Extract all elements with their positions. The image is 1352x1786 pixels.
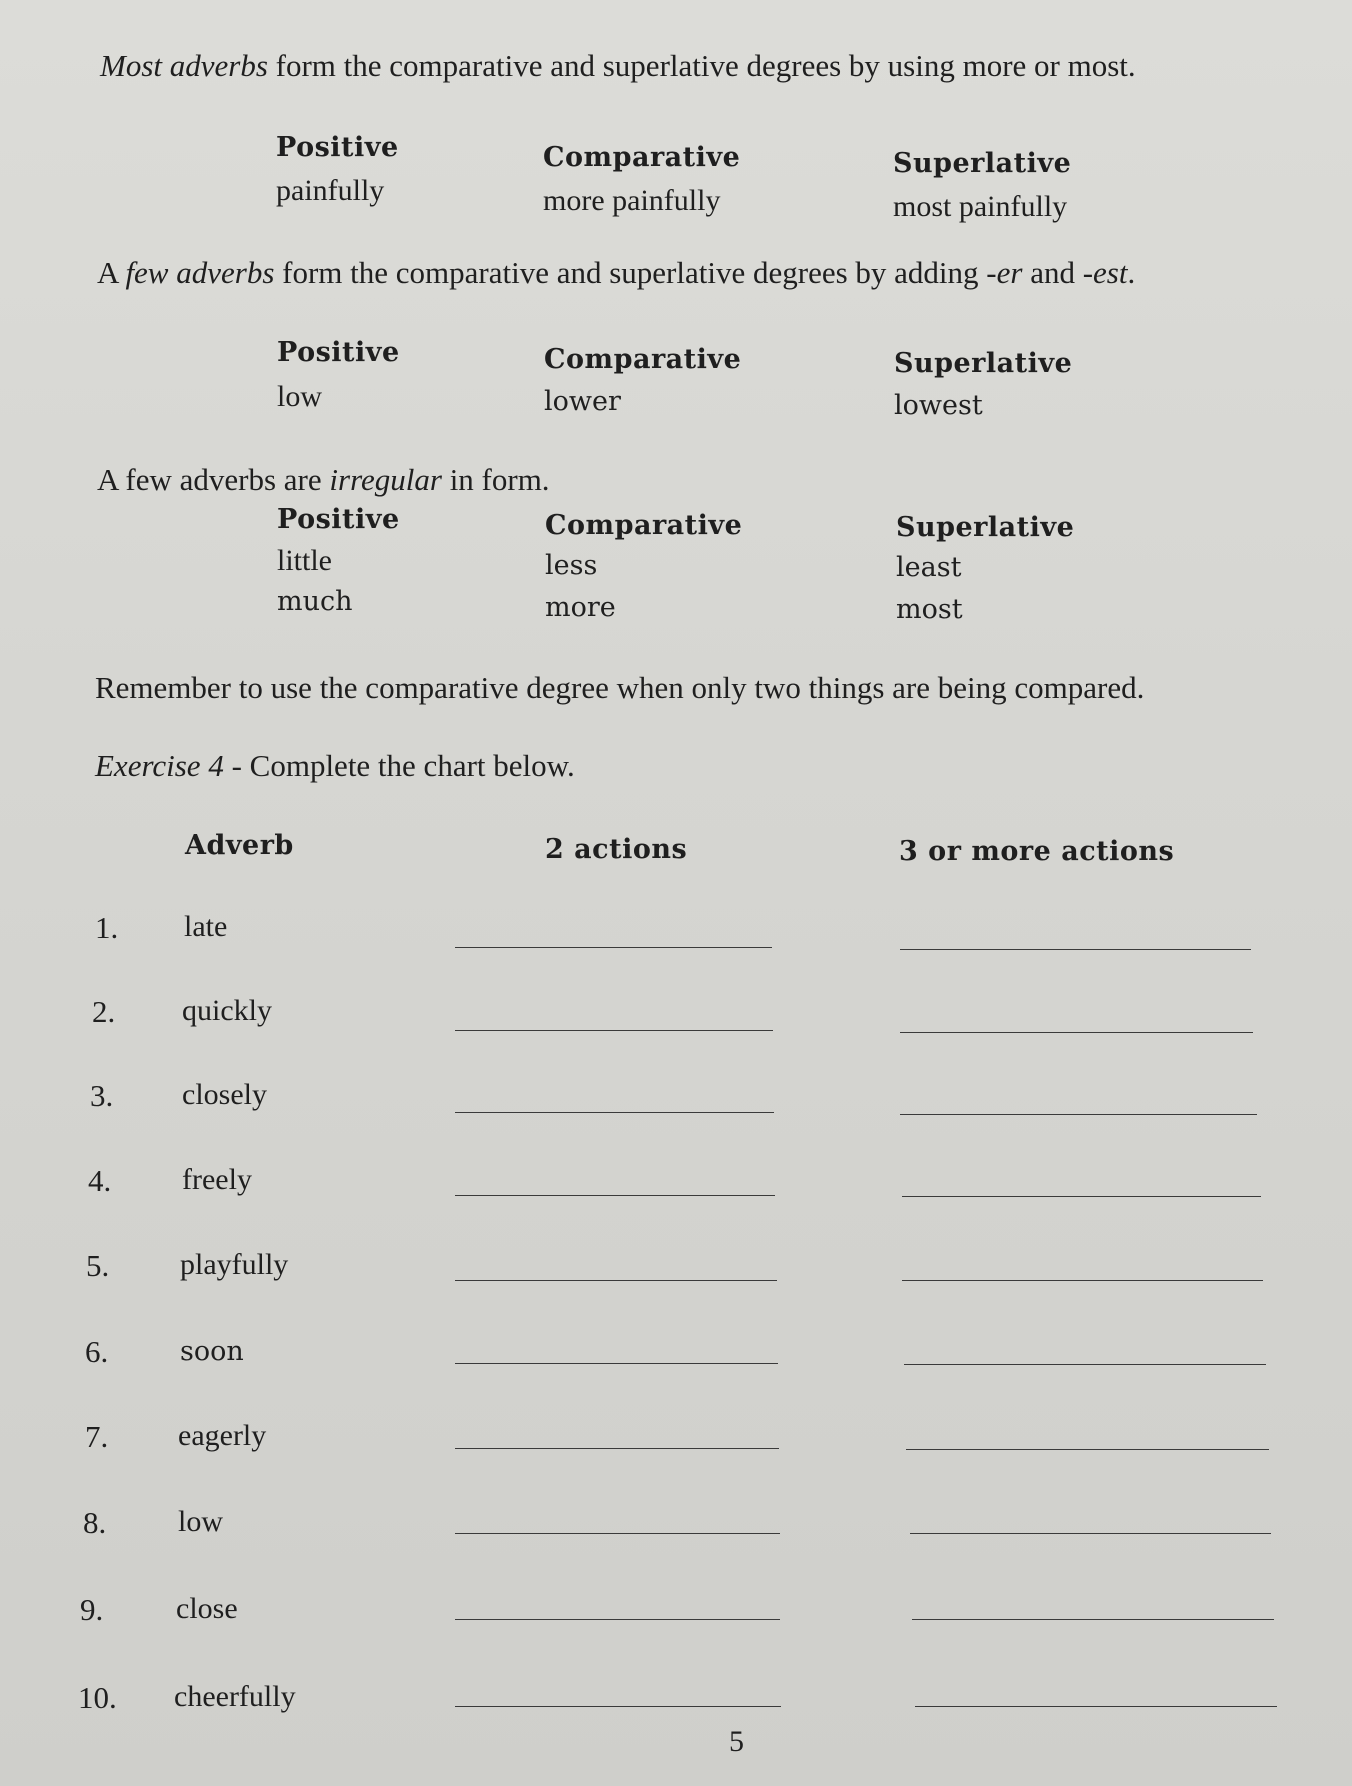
item-number: 6. [85,1334,109,1369]
col-adverb-header: Adverb [185,830,294,861]
header-superlative-3: Superlative [896,512,1075,543]
item-number: 3. [90,1078,114,1113]
answer-blank-comparative[interactable] [455,1448,779,1449]
item-adverb: eagerly [178,1419,267,1452]
item-adverb: quickly [182,994,272,1027]
answer-blank-comparative[interactable] [455,1030,773,1031]
header-comparative-2: Comparative [544,344,742,375]
reminder-text: Remember to use the comparative degree when only two things are being compared. [95,670,1145,705]
exercise-instruction: - Complete the chart below. [223,748,575,783]
answer-blank-comparative[interactable] [455,1706,781,1707]
t2-superlative: lowest [894,390,983,421]
answer-blank-comparative[interactable] [455,1533,780,1534]
answer-blank-comparative[interactable] [455,1619,780,1620]
item-adverb: closely [182,1078,267,1111]
t3-row1-positive: little [277,544,332,577]
header-superlative: Superlative [893,148,1072,179]
intro-lead: Most adverbs [100,48,268,83]
intro-er-lead: few adverbs [125,255,275,290]
page-number: 5 [729,1725,744,1758]
exercise-label: Exercise 4 [95,748,224,783]
answer-blank-superlative[interactable] [900,949,1251,950]
item-number: 2. [92,994,116,1029]
intro-rest: form the comparative and superlative degrees by using more or most. [267,48,1136,83]
answer-blank-superlative[interactable] [900,1032,1253,1033]
answer-blank-comparative[interactable] [455,947,772,948]
header-comparative: Comparative [543,142,741,173]
answer-blank-comparative[interactable] [455,1363,778,1364]
answer-blank-comparative[interactable] [455,1112,774,1113]
header-comparative-3: Comparative [545,510,743,541]
col-three-actions-header: 3 or more actions [899,836,1175,867]
t3-row1-comparative: less [545,550,598,581]
item-number: 10. [78,1680,117,1715]
answer-blank-comparative[interactable] [455,1280,777,1281]
header-positive: Positive [276,132,399,163]
t2-positive: low [277,380,322,413]
item-number: 4. [88,1163,112,1198]
answer-blank-superlative[interactable] [902,1196,1261,1197]
header-positive-3: Positive [277,504,400,535]
t3-row2-positive: much [277,586,353,617]
t3-row1-superlative: least [896,552,962,583]
item-number: 7. [85,1419,109,1454]
answer-blank-superlative[interactable] [915,1706,1277,1707]
header-superlative-2: Superlative [894,348,1073,379]
item-adverb: soon [180,1336,244,1367]
item-adverb: late [184,910,228,943]
t3-row2-superlative: most [896,594,963,625]
item-adverb: close [176,1592,238,1625]
t3-row2-comparative: more [545,592,616,623]
answer-blank-comparative[interactable] [455,1195,775,1196]
answer-blank-superlative[interactable] [906,1449,1269,1450]
col-two-actions-header: 2 actions [545,834,688,865]
answer-blank-superlative[interactable] [904,1364,1266,1365]
intro-more-most [100,48,1136,84]
t1-positive: painfully [276,174,385,207]
intro-er-est: A few adverbs form the comparative and superlative degrees by adding -er and -est. [97,255,1136,290]
intro-irregular: A few adverbs are irregular in form. [97,462,550,497]
item-number: 9. [80,1592,104,1627]
item-number: 5. [86,1248,110,1283]
t1-comparative: more painfully [543,184,721,217]
item-number: 8. [83,1505,107,1540]
t2-comparative: lower [544,386,621,417]
item-adverb: low [178,1505,223,1538]
header-positive-2: Positive [277,337,400,368]
item-number: 1. [95,910,119,945]
item-adverb: cheerfully [174,1680,296,1713]
answer-blank-superlative[interactable] [912,1619,1274,1620]
t1-superlative: most painfully [893,190,1068,223]
item-adverb: freely [182,1163,252,1196]
answer-blank-superlative[interactable] [902,1280,1263,1281]
item-adverb: playfully [180,1248,289,1281]
answer-blank-superlative[interactable] [910,1533,1271,1534]
answer-blank-superlative[interactable] [900,1114,1257,1115]
exercise-heading [95,748,575,784]
